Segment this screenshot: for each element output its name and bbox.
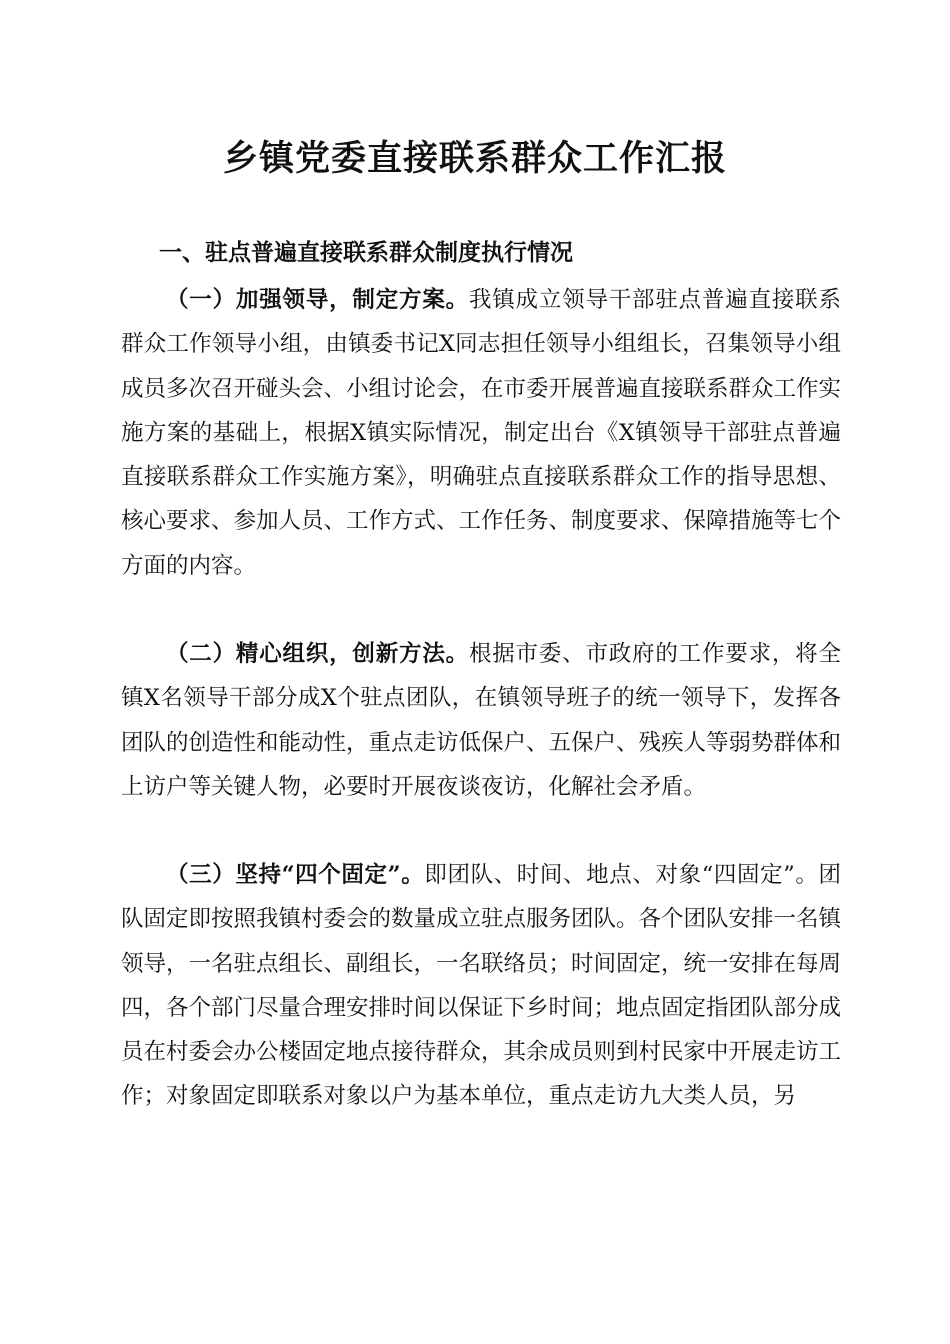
document-title: 乡镇党委直接联系群众工作汇报 <box>222 138 727 179</box>
paragraph-2-text: 根据市委、市政府的工作要求，将全镇X名领导干部分成X个驻点团队，在镇领导班子的统一领导下，发挥各团队的创造性和能动性，重点走访低保户、五保户、残疾人等弱势群体和上访户等关键人物，必要时开展夜谈夜访，化解社会矛盾。 <box>121 641 842 800</box>
paragraph-3 <box>121 853 841 1119</box>
paragraph-2 <box>121 632 841 809</box>
paragraph-3-text: 即团队、时间、地点、对象“四固定”。团队固定即按照我镇村委会的数量成立驻点服务团队。各个团队安排一名镇领导，一名驻点组长、副组长，一名联络员；时间固定，统一安排在每周四，各个部门尽量合理安排时间以保证下乡时间；地点固定指团队部分成员在村委会办公楼固定地点接待群众，其余成员则到村民家中开展走访工作；对象固定即联系对象以户为基本单位，重点走访九大类人员，另 <box>121 862 842 1110</box>
paragraph-1 <box>121 278 841 588</box>
paragraph-3-lead: （三）坚持“四个固定”。 <box>166 862 425 888</box>
paragraph-1-lead: （一）加强领导，制定方案。 <box>166 287 469 313</box>
paragraph-2-lead: （二）精心组织，创新方法。 <box>166 641 469 667</box>
paragraph-1-text: 我镇成立领导干部驻点普遍直接联系群众工作领导小组，由镇委书记X同志担任领导小组组长，召集领导小组成员多次召开碰头会、小组讨论会，在市委开展普遍直接联系群众工作实施方案的基础上，根据X镇实际情况，制定出台《X镇领导干部驻点普遍直接联系群众工作实施方案》，明确驻点直接联系群众工作的指导思想、核心要求、参加人员、工作方式、工作任务、制度要求、保障措施等七个方面的内容。 <box>121 287 842 579</box>
section-heading: 一、驻点普遍直接联系群众制度执行情况 <box>159 240 573 266</box>
